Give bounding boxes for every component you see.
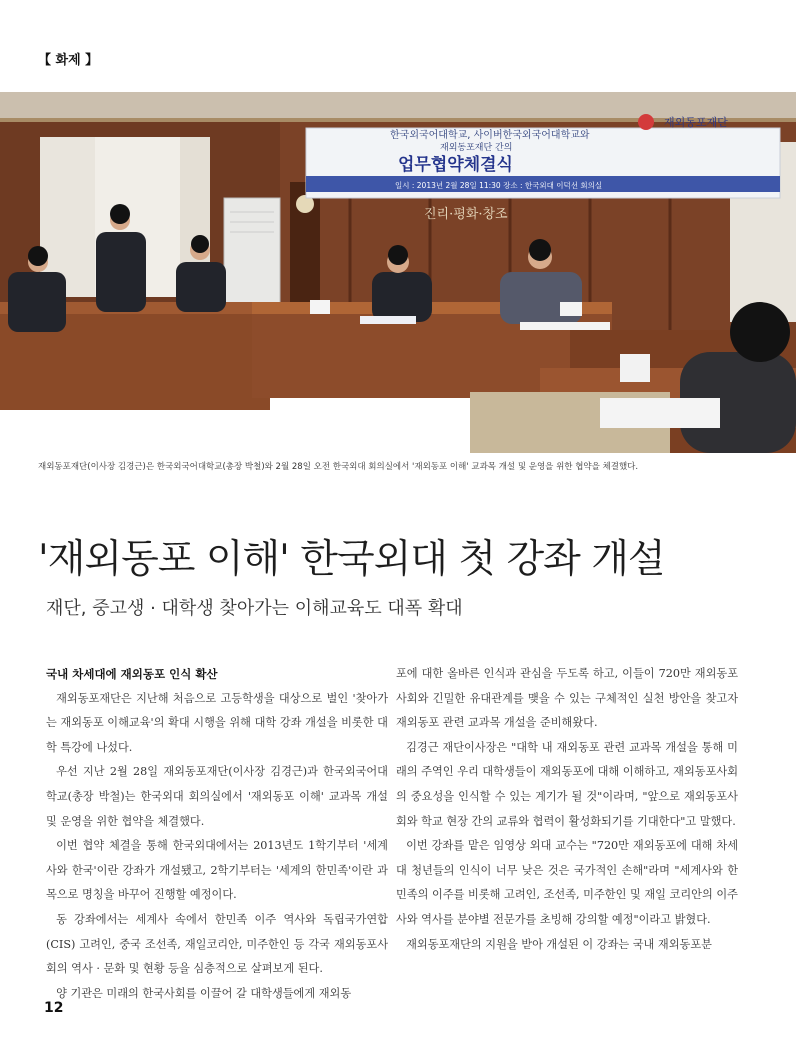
- wall-motto: 진리·평화·창조: [424, 207, 508, 222]
- paragraph: 이번 협약 체결을 통해 한국외대에서는 2013년도 1학기부터 '세계사와 한국'이란 강좌가 개설됐고, 2학기부터는 '세계의 한민족'이란 과목으로 명칭을 바꾸어 진행할 예정이다.: [46, 839, 388, 902]
- foundation-logo-icon: [638, 114, 654, 130]
- section-heading: 국내 차세대에 재외동포 인식 확산: [46, 667, 218, 681]
- article-subtitle: 재단, 중고생 · 대학생 찾아가는 이해교육도 대폭 확대: [46, 598, 463, 619]
- banner-line2: 재외동포재단 간의: [440, 143, 513, 153]
- banner-info: 일시 : 2013년 2월 28일 11:30 장소 : 한국외대 이덕선 회의실: [395, 181, 603, 190]
- paragraph: 우선 지난 2월 28일 재외동포재단(이사장 김경근)과 한국외국어대학교(총장 박철)는 한국외대 회의실에서 '재외동포 이해' 교과목 개설 및 운영을 위한 협약을 체결했다.: [46, 765, 388, 828]
- section-tag: 【 화제 】: [38, 53, 99, 68]
- left-column: [46, 662, 388, 1006]
- paragraph: 양 기관은 미래의 한국사회를 이끌어 갈 대학생들에게 재외동: [56, 986, 352, 1000]
- paragraph: 재외동포재단의 지원을 받아 개설된 이 강좌는 국내 재외동포분: [406, 937, 712, 951]
- paragraph: 동 강좌에서는 세계사 속에서 한민족 이주 역사와 독립국가연합(CIS) 고려인, 중국 조선족, 재일코리안, 미주한인 등 각국 재외동포사회의 역사 · 문화 및 현황 등을 심층적으로 살펴보게 된다.: [46, 912, 388, 976]
- ceremony-photo: [0, 92, 796, 453]
- page-number: 12: [44, 1000, 64, 1016]
- banner-line1: 한국외국어대학교, 사이버한국외국어대학교와: [390, 130, 590, 141]
- right-column: [396, 662, 738, 957]
- article-title: '재외동포 이해' 한국외대 첫 강좌 개설: [38, 537, 665, 582]
- paragraph: 포에 대한 올바른 인식과 관심을 두도록 하고, 이들이 720만 재외동포사회와 긴밀한 유대관계를 맺을 수 있는 구체적인 실천 방안을 찾고자 재외동포 관련 교과목 개설을 준비해왔다.: [396, 667, 738, 730]
- photo-caption: 재외동포재단(이사장 김경근)은 한국외국어대학교(총장 박철)와 2월 28일 오전 한국외대 회의실에서 '재외동포 이해' 교과목 개설 및 운영을 위한 협약을 체결했다.: [38, 462, 639, 472]
- paragraph: 재외동포재단은 지난해 처음으로 고등학생을 대상으로 벌인 '찾아가는 재외동포 이해교육'의 확대 시행을 위해 대학 강좌 개설을 비롯한 대학 특강에 나섰다.: [46, 691, 388, 754]
- paragraph: 이번 강좌를 맡은 임영상 외대 교수는 "720만 재외동포에 대해 차세대 청년들의 인식이 너무 낮은 것은 국가적인 손해"라며 "세계사와 한민족의 이주를 비롯해 고려인, 조선족, 미주한인 및 재일 코리안의 이주사와 역사를 분야별 전문가를 초빙해 강의할 예정"이라고 밝혔다.: [396, 839, 738, 926]
- banner-title: 업무협약체결식: [398, 155, 513, 175]
- banner-logo-text: 재외동포재단: [664, 116, 728, 129]
- paragraph: 김경근 재단이사장은 "대학 내 재외동포 관련 교과목 개설을 통해 미래의 주역인 우리 대학생들이 재외동포에 대해 이해하고, 재외동포사회의 중요성을 인식할 수 있는 계기가 될 것"이라며, "앞으로 재외동포사회와 학교 현장 간의 교류와 협력이 활성화되기를 기대한다"고 말했다.: [396, 740, 738, 828]
